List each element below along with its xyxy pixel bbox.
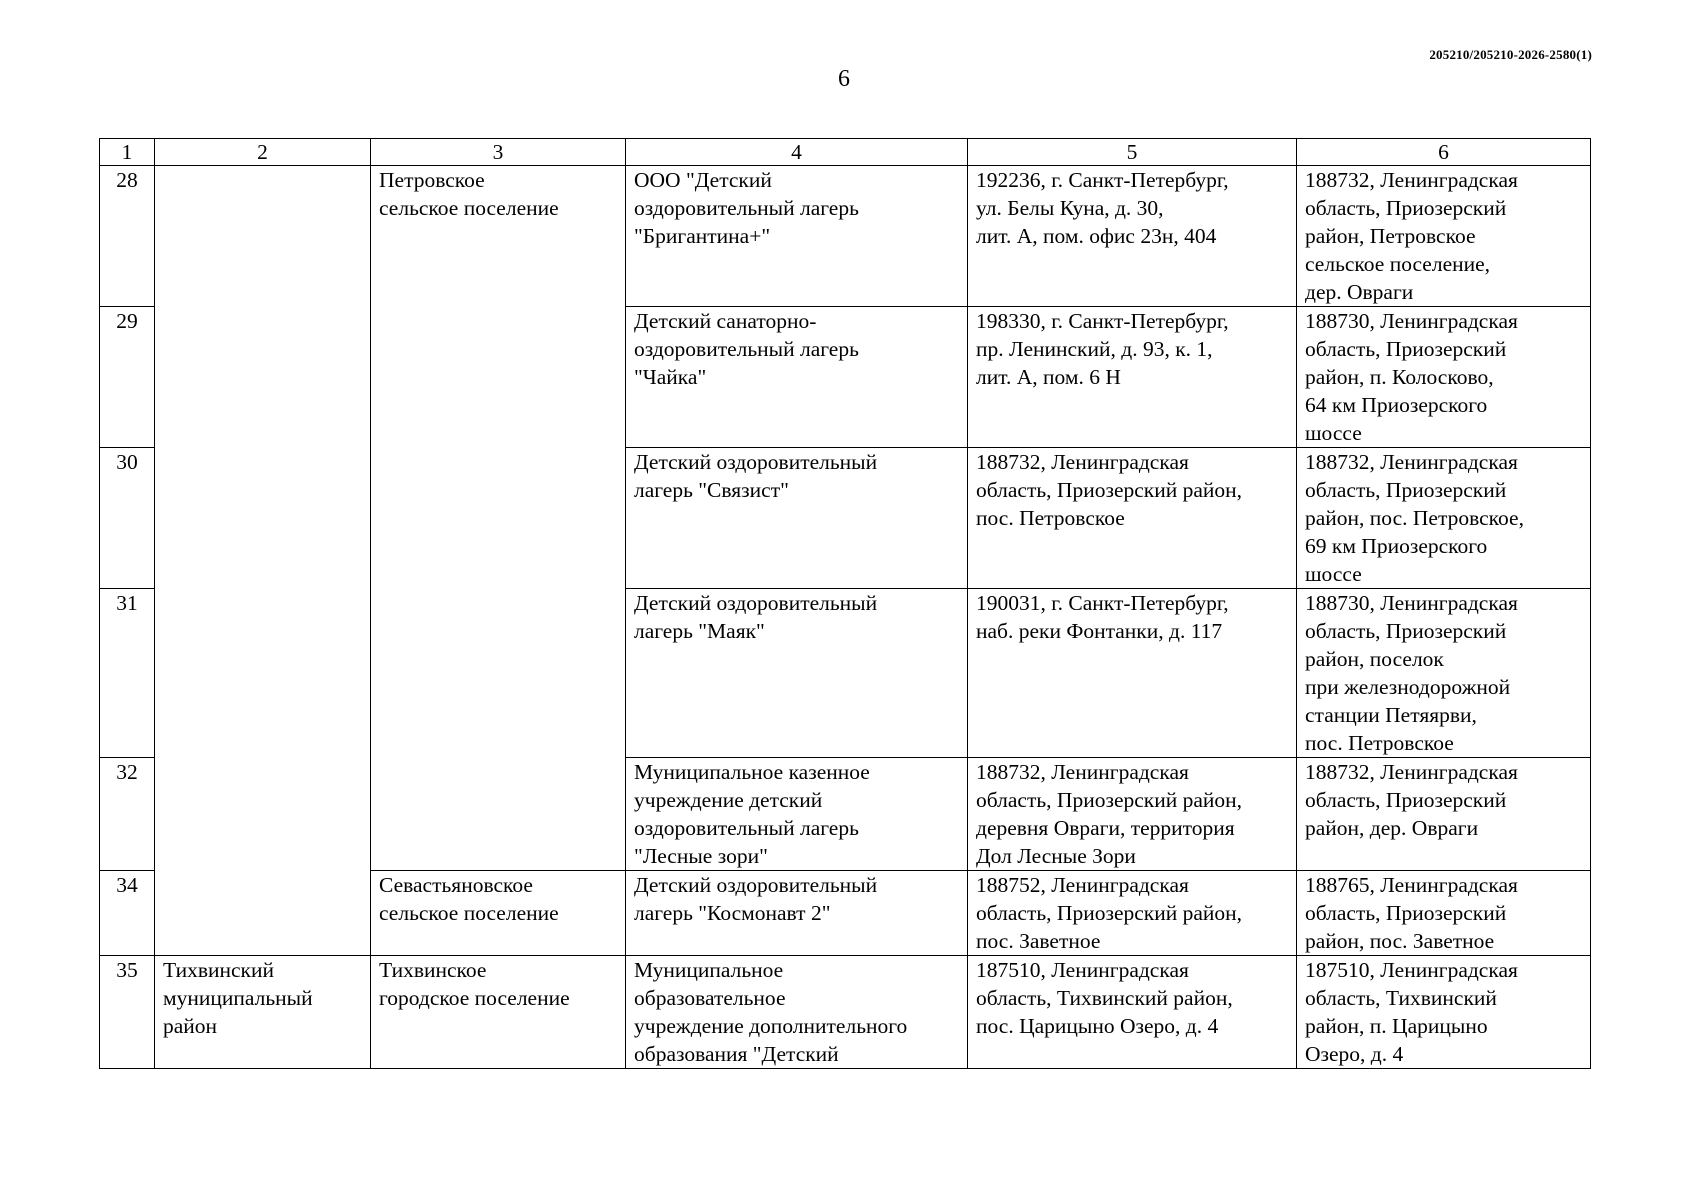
legal-address-cell <box>968 758 1297 871</box>
legal-address: 187510, Ленинградская область, Тихвинский район, пос. Царицыно Озеро, д. 4 <box>976 958 1233 1038</box>
location-cell <box>1297 166 1591 307</box>
settlement-name: Тихвинское городское поселение <box>379 958 570 1010</box>
legal-address-cell <box>968 166 1297 307</box>
row-number: 28 <box>100 166 155 307</box>
legal-address: 188752, Ленинградская область, Приозерский район, пос. Заветное <box>976 873 1243 953</box>
settlement-name: Петровское сельское поселение <box>379 168 559 220</box>
location-cell <box>1297 448 1591 589</box>
legal-address-cell <box>968 871 1297 956</box>
location-cell <box>1297 307 1591 448</box>
document-id: 205210/205210-2026-2580(1) <box>1429 47 1592 62</box>
legal-address: 192236, г. Санкт-Петербург, ул. Белы Куна, д. 30, лит. А, пом. офис 23н, 404 <box>976 168 1229 248</box>
location-address: 188765, Ленинградская область, Приозерский район, пос. Заветное <box>1305 873 1518 953</box>
organization-cell <box>626 448 968 589</box>
location-address: 188730, Ленинградская область, Приозерский район, поселок при железнодорожной станции Петяярви, пос. Петровское <box>1305 591 1518 755</box>
row-number: 34 <box>100 871 155 956</box>
column-header: 4 <box>626 139 968 166</box>
district-cell <box>155 956 371 1069</box>
organization-name: ООО "Детский оздоровительный лагерь "Бригантина+" <box>634 168 859 248</box>
location-address: 188732, Ленинградская область, Приозерский район, пос. Петровское, 69 км Приозерского шоссе <box>1305 450 1524 586</box>
column-header: 1 <box>100 139 155 166</box>
location-address: 187510, Ленинградская область, Тихвинский район, п. Царицыно Озеро, д. 4 <box>1305 958 1518 1066</box>
row-number: 35 <box>100 956 155 1069</box>
column-header: 5 <box>968 139 1297 166</box>
column-header: 3 <box>371 139 626 166</box>
organization-name: Муниципальное образовательное учреждение дополнительного образования "Детский <box>634 958 908 1066</box>
column-header: 6 <box>1297 139 1591 166</box>
row-number: 31 <box>100 589 155 758</box>
settlement-cell <box>371 956 626 1069</box>
table-row <box>100 956 1591 1069</box>
row-number: 29 <box>100 307 155 448</box>
legal-address: 198330, г. Санкт-Петербург, пр. Ленинский, д. 93, к. 1, лит. А, пом. 6 Н <box>976 309 1229 389</box>
row-number: 30 <box>100 448 155 589</box>
location-address: 188732, Ленинградская область, Приозерский район, Петровское сельское поселение, дер. Овраги <box>1305 168 1518 304</box>
location-address: 188732, Ленинградская область, Приозерский район, дер. Овраги <box>1305 760 1518 840</box>
organization-cell <box>626 758 968 871</box>
location-cell <box>1297 956 1591 1069</box>
legal-address: 188732, Ленинградская область, Приозерский район, деревня Овраги, территория Дол Лесные Зори <box>976 760 1243 868</box>
legal-address-cell <box>968 448 1297 589</box>
legal-address: 190031, г. Санкт-Петербург, наб. реки Фонтанки, д. 117 <box>976 591 1229 643</box>
page-number: 6 <box>838 66 850 92</box>
organization-name: Муниципальное казенное учреждение детский оздоровительный лагерь "Лесные зори" <box>634 760 870 868</box>
settlement-name: Севастьяновское сельское поселение <box>379 873 559 925</box>
location-address: 188730, Ленинградская область, Приозерский район, п. Колосково, 64 км Приозерского шоссе <box>1305 309 1518 445</box>
legal-address-cell <box>968 589 1297 758</box>
settlement-cell <box>371 166 626 871</box>
organization-name: Детский санаторно- оздоровительный лагерь "Чайка" <box>634 309 859 389</box>
column-header: 2 <box>155 139 371 166</box>
legal-address: 188732, Ленинградская область, Приозерский район, пос. Петровское <box>976 450 1243 530</box>
location-cell <box>1297 758 1591 871</box>
camps-table <box>99 138 1591 1069</box>
organization-cell <box>626 956 968 1069</box>
legal-address-cell <box>968 307 1297 448</box>
organization-name: Детский оздоровительный лагерь "Связист" <box>634 450 878 502</box>
organization-name: Детский оздоровительный лагерь "Космонавт 2" <box>634 873 878 925</box>
settlement-cell <box>371 871 626 956</box>
row-number: 32 <box>100 758 155 871</box>
organization-cell <box>626 166 968 307</box>
legal-address-cell <box>968 956 1297 1069</box>
district-cell-empty <box>155 166 371 956</box>
location-cell <box>1297 871 1591 956</box>
organization-cell <box>626 307 968 448</box>
table-header-row <box>100 139 1591 166</box>
district-name: Тихвинский муниципальный район <box>163 958 313 1038</box>
table-row <box>100 166 1591 307</box>
organization-cell <box>626 589 968 758</box>
organization-name: Детский оздоровительный лагерь "Маяк" <box>634 591 878 643</box>
location-cell <box>1297 589 1591 758</box>
organization-cell <box>626 871 968 956</box>
